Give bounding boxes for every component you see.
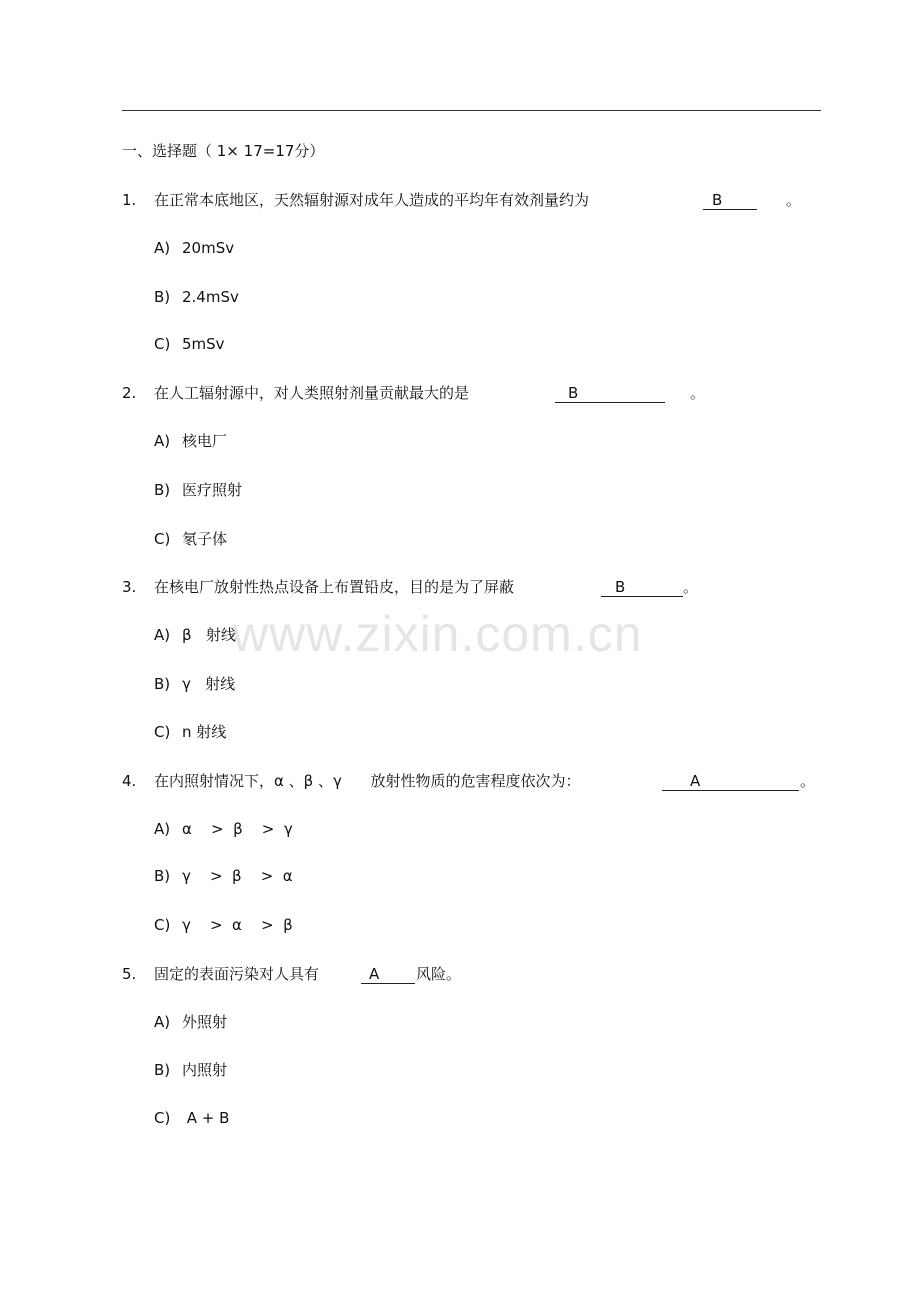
option-text: α > β > γ — [182, 820, 293, 838]
option-text: β 射线 — [182, 626, 236, 644]
option-item — [154, 625, 236, 645]
option-label: A) — [154, 626, 171, 644]
question-number: 3. — [122, 578, 137, 596]
option-item — [154, 1060, 227, 1080]
option-text: 2.4mSv — [182, 288, 239, 306]
option-label: A) — [154, 1013, 171, 1031]
option-item — [154, 819, 293, 839]
answer-value: B — [568, 384, 579, 402]
answer-blank — [361, 964, 415, 984]
question-text: 在正常本底地区，天然辐射源对成年人造成的平均年有效剂量约为 — [154, 191, 590, 209]
option-label: C) — [154, 723, 171, 741]
question-number: 1. — [122, 191, 137, 209]
option-label: B) — [154, 481, 171, 499]
option-text: γ 射线 — [182, 675, 236, 693]
option-text: 20mSv — [182, 239, 235, 257]
answer-blank — [662, 771, 799, 791]
option-label: B) — [154, 867, 171, 885]
option-label: B) — [154, 675, 171, 693]
option-label: C) — [154, 335, 171, 353]
option-label: C) — [154, 530, 171, 548]
question-end: 。 — [690, 384, 706, 402]
question-number: 4. — [122, 772, 137, 790]
question-text: 在核电厂放射性热点设备上布置铅皮，目的是为了屏蔽 — [154, 578, 515, 596]
option-text: 氡子体 — [182, 530, 228, 548]
answer-blank — [601, 577, 683, 597]
option-label: A) — [154, 239, 171, 257]
option-text: 核电厂 — [182, 432, 228, 450]
question-end: 风险。 — [416, 965, 462, 983]
watermark: www.zixin.com.cn — [232, 606, 643, 662]
option-text: γ > α > β — [182, 916, 293, 934]
option-label: B) — [154, 1061, 171, 1079]
option-text: 外照射 — [182, 1013, 228, 1031]
option-item — [154, 1012, 227, 1032]
option-label: A) — [154, 432, 171, 450]
option-item — [154, 334, 225, 354]
option-label: B) — [154, 288, 171, 306]
option-item — [154, 529, 227, 549]
option-text: 内照射 — [182, 1061, 228, 1079]
option-label: C) — [154, 1109, 171, 1127]
option-item — [154, 1108, 229, 1128]
option-item — [154, 287, 239, 307]
question-text: 固定的表面污染对人具有 — [154, 965, 320, 983]
option-item — [154, 480, 242, 500]
option-text: A + B — [182, 1109, 230, 1127]
option-item — [154, 915, 293, 935]
question-number: 2. — [122, 384, 137, 402]
answer-value: B — [615, 578, 626, 596]
option-label: A) — [154, 820, 171, 838]
section-title: 一、选择题（ 1× 17=17分） — [122, 142, 325, 160]
option-text: γ > β > α — [182, 867, 293, 885]
answer-value: A — [369, 965, 380, 983]
option-text: n 射线 — [182, 723, 227, 741]
option-item — [154, 238, 234, 258]
option-label: C) — [154, 916, 171, 934]
answer-blank — [555, 383, 665, 403]
question-end: 。 — [683, 578, 699, 596]
question-text: 在内照射情况下，α 、β 、γ 放射性物质的危害程度依次为： — [154, 772, 581, 790]
option-item — [154, 866, 293, 886]
option-item — [154, 674, 235, 694]
question-end: 。 — [786, 191, 802, 209]
option-text: 医疗照射 — [182, 481, 243, 499]
header-rule — [122, 110, 821, 111]
question-text: 在人工辐射源中，对人类照射剂量贡献最大的是 — [154, 384, 470, 402]
answer-value: B — [712, 191, 723, 209]
option-item — [154, 722, 226, 742]
option-item — [154, 431, 227, 451]
answer-value: A — [690, 772, 701, 790]
question-number: 5. — [122, 965, 137, 983]
answer-blank — [703, 190, 757, 210]
option-text: 5mSv — [182, 335, 225, 353]
question-end: 。 — [800, 772, 816, 790]
